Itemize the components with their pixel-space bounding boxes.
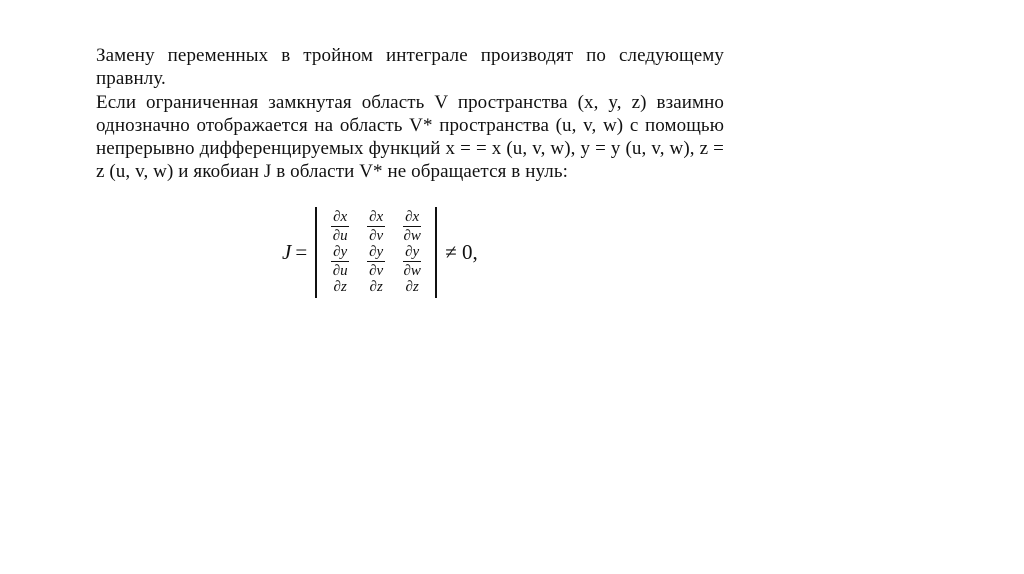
paragraph-text: Если ограниченная замкнутая область V пространства (x, y, z) взаимно однозначно отображается на область V* пространства (u, v, w) с помощью непрерывно дифференцируемых функций x = = x (u, v, w), y = y (u, v, w), z = z (u, v, w) и якобиан J в области V* не обращается в нуль: — [96, 92, 724, 182]
cell-denominator: ∂w — [403, 262, 421, 279]
matrix-cell — [359, 209, 393, 244]
matrix-cell — [359, 279, 393, 296]
jacobian-symbol: J — [282, 239, 292, 264]
cell-numerator: ∂y — [405, 243, 420, 260]
cell-numerator: ∂x — [405, 208, 420, 225]
matrix-cell — [323, 244, 357, 279]
cell-numerator: ∂z — [369, 278, 383, 295]
cell-numerator: ∂x — [369, 208, 384, 225]
formula-rhs: ≠ 0, — [445, 239, 478, 264]
matrix-cell — [395, 279, 429, 296]
cell-numerator: ∂y — [333, 243, 348, 260]
matrix-cell — [395, 244, 429, 279]
cell-numerator: ∂y — [369, 243, 384, 260]
cell-numerator: ∂x — [333, 208, 348, 225]
paragraph-change-of-variables-intro — [96, 44, 724, 90]
cell-numerator: ∂z — [405, 278, 419, 295]
paragraph-text: Замену переменных в тройном интеграле производят по следующему правнлу. — [96, 45, 724, 89]
cell-denominator: ∂w — [403, 227, 421, 244]
jacobian-determinant — [315, 207, 437, 298]
jacobian-formula — [282, 202, 478, 302]
matrix-cell — [323, 209, 357, 244]
matrix-cell — [359, 244, 393, 279]
cell-denominator: ∂u — [332, 227, 348, 244]
equals-sign: = — [295, 239, 308, 264]
cell-numerator: ∂z — [333, 278, 347, 295]
matrix-cell — [395, 209, 429, 244]
formula-lhs — [282, 240, 307, 265]
paragraph-condition — [96, 91, 724, 183]
cell-denominator: ∂v — [369, 227, 384, 244]
cell-denominator: ∂u — [332, 262, 348, 279]
matrix-cell — [323, 279, 357, 296]
cell-denominator: ∂v — [369, 262, 384, 279]
